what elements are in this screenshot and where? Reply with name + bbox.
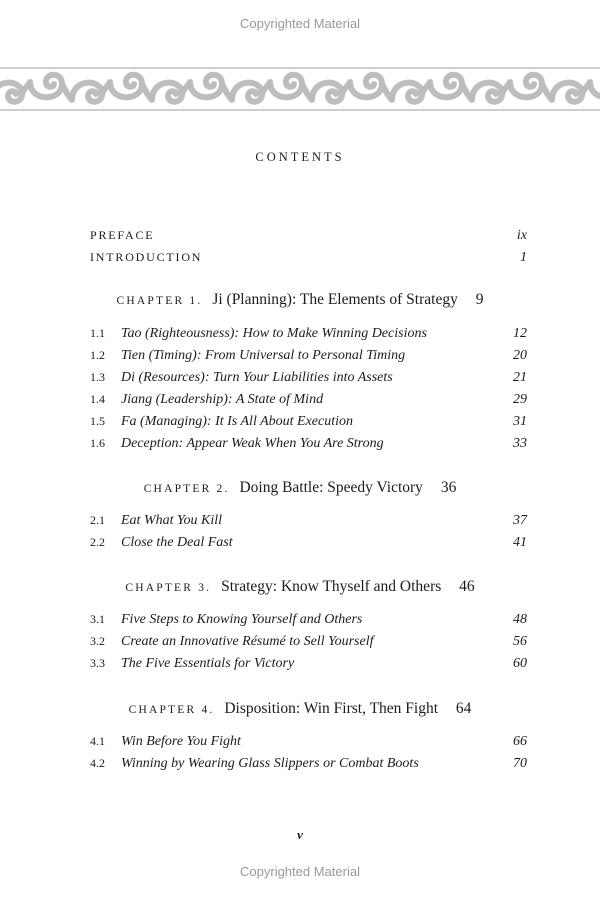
chapter-page: 36 (440, 479, 457, 496)
section-title: Create an Innovative Résumé to Sell Yourself (121, 634, 374, 649)
contents-heading: CONTENTS (255, 150, 345, 164)
entry-title: INTRODUCTION (90, 250, 203, 264)
chapter-label: CHAPTER 2. (143, 483, 230, 495)
section-page: 21 (513, 370, 527, 385)
toc-entry-1-1[interactable] (90, 326, 527, 346)
chapter-title: Doing Battle: Speedy Victory (239, 479, 423, 496)
toc-entry-2-1[interactable] (90, 513, 527, 533)
section-number: 3.3 (90, 656, 105, 670)
section-title: Win Before You Fight (121, 734, 241, 749)
section-number: 1.1 (90, 326, 105, 340)
section-title: Close the Deal Fast (121, 535, 233, 550)
toc-entry-1-2[interactable] (90, 348, 527, 368)
section-page: 60 (513, 656, 527, 671)
page-folio: v (297, 827, 303, 842)
toc-entry-4-1[interactable] (90, 734, 527, 754)
entry-title: PREFACE (90, 228, 155, 242)
chapter-page: 9 (475, 291, 484, 308)
toc-entry-4-2[interactable] (90, 756, 527, 776)
toc-entry-1-3[interactable] (90, 370, 527, 390)
toc-entry-preface[interactable] (90, 228, 527, 248)
chapter-heading-1[interactable] (0, 291, 600, 309)
section-number: 4.2 (90, 756, 105, 770)
section-title: Fa (Managing): It Is All About Execution (121, 414, 353, 429)
section-page: 48 (513, 612, 527, 627)
chapter-title: Disposition: Win First, Then Fight (224, 700, 439, 717)
section-page: 66 (513, 734, 527, 749)
entry-page: 1 (520, 250, 527, 265)
chapter-page: 64 (455, 700, 472, 717)
section-number: 1.4 (90, 392, 105, 406)
toc-entry-3-1[interactable] (90, 612, 527, 632)
section-title: Tien (Timing): From Universal to Personal Timing (121, 348, 406, 363)
section-title: Eat What You Kill (121, 513, 223, 528)
chapter-label: CHAPTER 4. (128, 704, 215, 716)
chapter-title: Ji (Planning): The Elements of Strategy (212, 291, 458, 308)
section-page: 33 (513, 436, 527, 451)
section-title: Tao (Righteousness): How to Make Winning Decisions (121, 326, 427, 341)
section-page: 12 (513, 326, 527, 341)
section-number: 3.2 (90, 634, 105, 648)
watermark-top: Copyrighted Material (240, 16, 360, 31)
section-title: Winning by Wearing Glass Slippers or Combat Boots (121, 756, 419, 771)
section-number: 2.1 (90, 513, 105, 527)
section-page: 70 (513, 756, 527, 771)
section-title: Jiang (Leadership): A State of Mind (121, 392, 324, 407)
toc-entry-1-5[interactable] (90, 414, 527, 434)
section-page: 20 (513, 348, 527, 363)
section-number: 3.1 (90, 612, 105, 626)
section-page: 29 (513, 392, 527, 407)
chapter-label: CHAPTER 1. (116, 295, 203, 307)
entry-page: ix (516, 228, 527, 243)
section-title: Di (Resources): Turn Your Liabilities into Assets (121, 370, 393, 385)
section-page: 41 (513, 535, 527, 550)
toc-entry-3-3[interactable] (90, 656, 527, 676)
section-number: 4.1 (90, 734, 105, 748)
chapter-page: 46 (459, 578, 475, 595)
chapter-heading-4[interactable] (0, 700, 600, 718)
toc-entry-1-6[interactable] (90, 436, 527, 456)
section-number: 1.3 (90, 370, 105, 384)
chapter-label: CHAPTER 3. (125, 582, 212, 594)
section-title: Deception: Appear Weak When You Are Strong (121, 436, 384, 451)
section-number: 1.6 (90, 436, 105, 450)
chapter-title: Strategy: Know Thyself and Others (221, 578, 442, 595)
section-number: 1.5 (90, 414, 105, 428)
section-number: 1.2 (90, 348, 105, 362)
toc-entry-2-2[interactable] (90, 535, 527, 555)
section-title: Five Steps to Knowing Yourself and Others (121, 612, 363, 627)
section-page: 56 (513, 634, 527, 649)
cloud-scroll-ornament (0, 60, 600, 116)
toc-entry-1-4[interactable] (90, 392, 527, 412)
chapter-heading-2[interactable] (0, 479, 600, 497)
section-page: 31 (513, 414, 527, 429)
chapter-heading-3[interactable] (0, 578, 600, 596)
section-number: 2.2 (90, 535, 105, 549)
toc-entry-3-2[interactable] (90, 634, 527, 654)
section-title: The Five Essentials for Victory (121, 656, 295, 671)
watermark-bottom: Copyrighted Material (240, 864, 360, 879)
section-page: 37 (513, 513, 527, 528)
toc-entry-introduction[interactable] (90, 250, 527, 270)
